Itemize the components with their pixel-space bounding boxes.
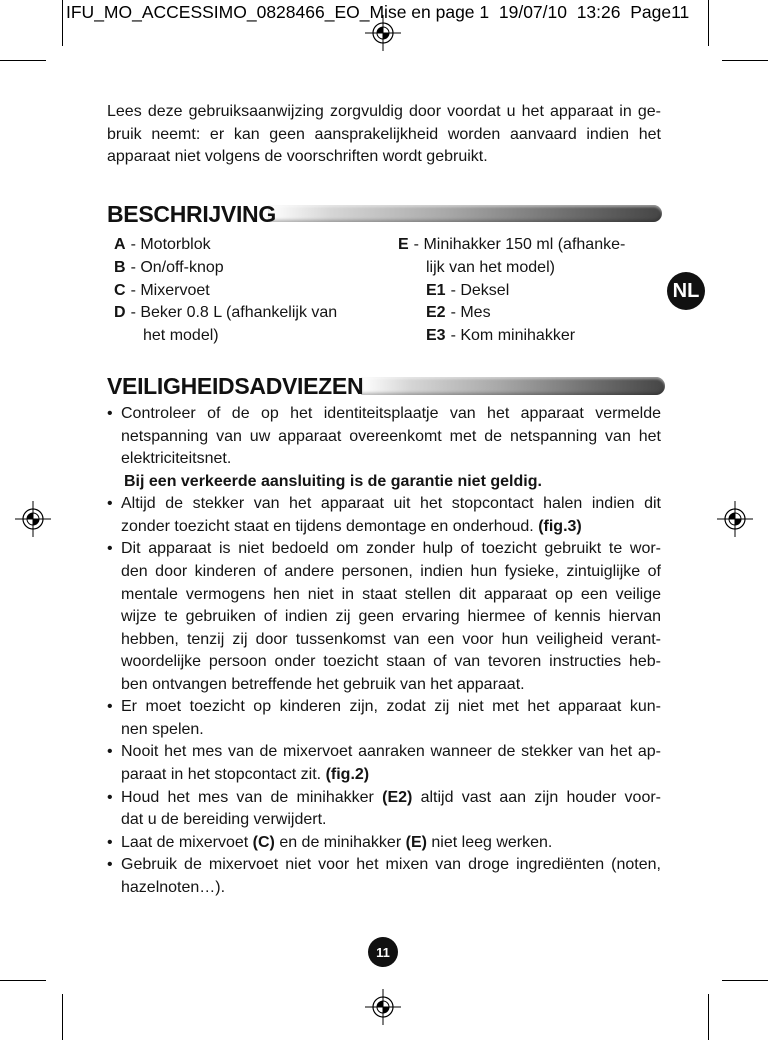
part-label: - Motorblok bbox=[130, 236, 211, 253]
safety-item bbox=[107, 493, 661, 538]
part-label: - Deksel bbox=[450, 281, 510, 299]
crop-mark bbox=[708, 0, 709, 46]
text-line: wijze te gebruiken of indien zij geen ervaring hiermee of kennis hiervan bbox=[121, 608, 661, 626]
bullet: • bbox=[107, 743, 113, 761]
part-key: E bbox=[398, 236, 409, 253]
bullet: • bbox=[107, 788, 113, 806]
part-key: C bbox=[114, 281, 126, 299]
warning-note: Bij een verkeerde aansluiting is de garantie niet geldig. bbox=[124, 472, 542, 490]
text-line: woordelijke persoon onder toezicht staan of van tevoren instructies heb- bbox=[121, 653, 661, 671]
part-label: - Minihakker 150 ml (afhanke- bbox=[413, 236, 626, 253]
text-line bbox=[121, 832, 661, 855]
text-line: ben ontvangen betreffende het gebruik van het apparaat. bbox=[121, 675, 525, 693]
text-line: Er moet toezicht op kinderen zijn, zodat zij niet met het apparaat kun- bbox=[121, 698, 661, 716]
text-line: nen spelen. bbox=[121, 720, 204, 738]
part-key: D bbox=[114, 304, 126, 322]
bullet: • bbox=[107, 495, 113, 513]
part-key: E2 bbox=[426, 304, 446, 322]
text-line: den door kinderen of andere personen, indien hun fysieke, zintuiglijke of bbox=[121, 562, 661, 580]
text-line: dat u de bereiding verwijdert. bbox=[121, 811, 327, 829]
text-line: hazelnoten…). bbox=[121, 878, 226, 896]
part-item bbox=[114, 234, 337, 257]
registration-mark-icon bbox=[715, 499, 755, 539]
safety-item bbox=[107, 403, 661, 493]
page-number-badge: 11 bbox=[368, 937, 398, 967]
part-label: - On/off-knop bbox=[130, 258, 224, 276]
text-segment: zonder toezicht staat en tijdens demontage en onderhoud. bbox=[121, 517, 534, 535]
text-line: Gebruik de mixervoet niet voor het mixen van droge ingrediënten (noten, bbox=[121, 856, 661, 874]
crop-mark bbox=[722, 60, 768, 61]
part-label: - Beker 0.8 L (afhankelijk van bbox=[130, 304, 338, 322]
text-line: Controleer of de op het identiteitsplaatje van het apparaat vermelde bbox=[121, 405, 661, 422]
text-line bbox=[121, 516, 661, 539]
safety-list bbox=[107, 403, 661, 899]
part-label-continued: lijk van het model) bbox=[426, 258, 555, 276]
safety-item bbox=[107, 787, 661, 832]
part-key: B bbox=[114, 258, 126, 276]
crop-mark bbox=[0, 60, 46, 61]
section-heading-safety: VEILIGHEIDSADVIEZEN bbox=[107, 373, 364, 399]
language-badge: NL bbox=[667, 272, 705, 310]
text-line: hebben, tenzij zij door tussenkomst van een voor hun veiligheid verant- bbox=[121, 630, 661, 648]
parts-list-left bbox=[114, 234, 337, 348]
part-item bbox=[114, 302, 337, 325]
part-label: - Mes bbox=[450, 304, 491, 322]
bullet: • bbox=[107, 833, 113, 851]
safety-item bbox=[107, 854, 661, 899]
print-slug: IFU_MO_ACCESSIMO_0828466_EO_Mise en page 1 19/07/10 13:26 Page11 bbox=[66, 2, 690, 22]
crop-mark bbox=[62, 0, 63, 46]
text-line: Lees deze gebruiksaanwijzing zorgvuldig door voordat u het apparaat in ge- bbox=[107, 103, 661, 120]
text-line: Dit apparaat is niet bedoeld om zonder hulp of toezicht gebruikt te wor- bbox=[121, 540, 661, 558]
text-line: netspanning van uw apparaat overeenkomt met de netspanning van het bbox=[121, 427, 661, 445]
part-key: A bbox=[114, 236, 126, 253]
intro-paragraph bbox=[107, 101, 661, 169]
heading-bar bbox=[361, 377, 665, 395]
text-line: elektriciteitsnet. bbox=[121, 450, 232, 468]
part-ref: (C) bbox=[252, 833, 275, 851]
crop-mark bbox=[62, 994, 63, 1040]
part-label: - Kom minihakker bbox=[450, 327, 576, 345]
safety-item bbox=[107, 741, 661, 786]
part-label: - Mixervoet bbox=[130, 281, 210, 299]
part-ref: (E) bbox=[405, 833, 427, 851]
section-heading-description: BESCHRIJVING bbox=[107, 201, 276, 227]
text-segment: paraat in het stopcontact zit. bbox=[121, 766, 322, 783]
sub-part-item bbox=[398, 325, 625, 348]
text-segment: Houd het mes van de minihakker bbox=[121, 788, 374, 806]
sub-part-item bbox=[398, 280, 625, 303]
bullet: • bbox=[107, 856, 113, 874]
bullet: • bbox=[107, 405, 113, 422]
part-item bbox=[114, 280, 337, 303]
text-segment: altijd vast aan zijn houder voor- bbox=[420, 788, 662, 806]
safety-item bbox=[107, 538, 661, 696]
text-line bbox=[121, 764, 661, 787]
text-line: Nooit het mes van de mixervoet aanraken wanneer de stekker van het ap- bbox=[121, 743, 661, 761]
registration-mark-icon bbox=[13, 499, 53, 539]
crop-mark bbox=[708, 994, 709, 1040]
part-key: E3 bbox=[426, 327, 446, 345]
part-label-continued: het model) bbox=[143, 327, 219, 345]
safety-item bbox=[107, 832, 661, 855]
registration-mark-icon bbox=[363, 987, 403, 1027]
text-line: mentale vermogens hen niet in staat stellen dit apparaat op een veilige bbox=[121, 585, 661, 603]
sub-part-item bbox=[398, 302, 625, 325]
text-segment: en de minihakker bbox=[279, 833, 402, 851]
safety-item bbox=[107, 696, 661, 741]
part-ref: (E2) bbox=[382, 788, 413, 806]
figure-ref: (fig.3) bbox=[538, 517, 582, 535]
text-line: bruik neemt: er kan geen aansprakelijkheid worden aanvaard indien het bbox=[107, 125, 661, 143]
crop-mark bbox=[722, 980, 768, 981]
part-key: E1 bbox=[426, 281, 446, 299]
text-line: apparaat niet volgens de voorschriften wordt gebruikt. bbox=[107, 148, 488, 166]
figure-ref: (fig.2) bbox=[325, 766, 370, 783]
bullet: • bbox=[107, 540, 113, 558]
text-line bbox=[121, 787, 661, 810]
part-item bbox=[398, 234, 625, 257]
text-segment: niet leeg werken. bbox=[431, 833, 553, 851]
text-segment: Laat de mixervoet bbox=[121, 833, 249, 851]
text-line: Altijd de stekker van het apparaat uit het stopcontact halen indien dit bbox=[121, 495, 661, 513]
parts-list-right bbox=[398, 234, 625, 348]
bullet: • bbox=[107, 698, 113, 716]
crop-mark bbox=[0, 980, 46, 981]
heading-bar bbox=[268, 205, 662, 222]
part-item bbox=[114, 257, 337, 280]
